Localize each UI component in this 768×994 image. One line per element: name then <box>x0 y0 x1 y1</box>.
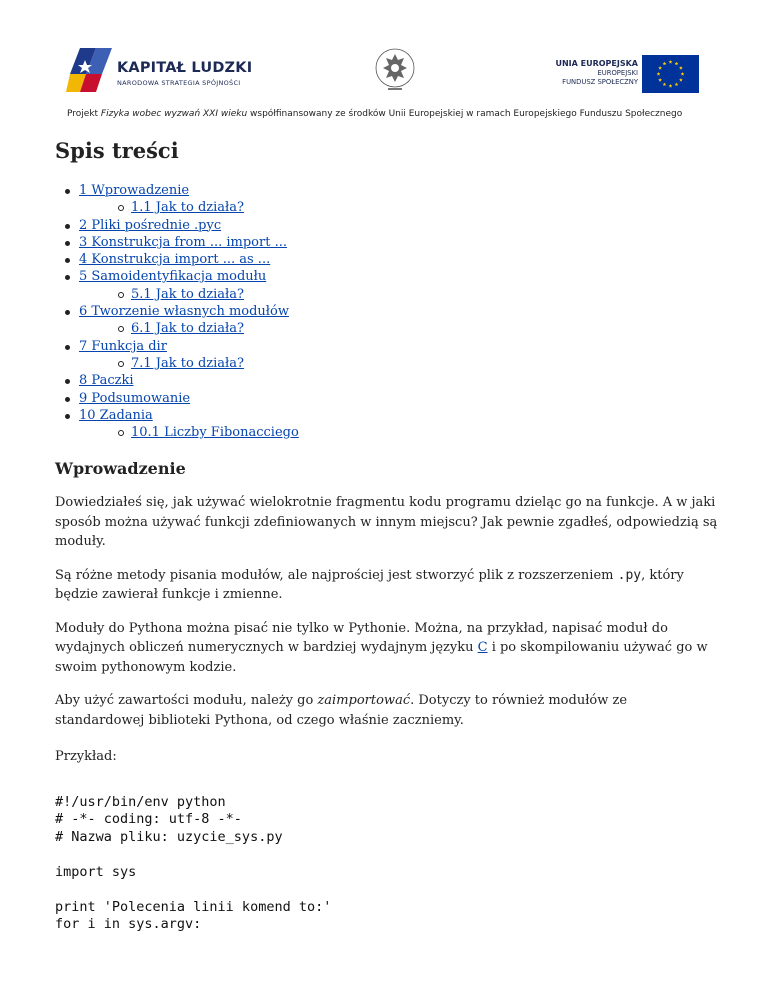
paragraph-other-languages-text-b: i po skompilowaniu używać go w swoim pythonowym kodzie. <box>55 640 708 675</box>
eu-flag-icon <box>642 55 699 93</box>
toc-subitem <box>55 355 720 372</box>
toc-link[interactable]: 6.1 Jak to działa? <box>131 321 244 337</box>
page-title: Spis treści <box>55 138 179 163</box>
example-label: Przykład: <box>55 749 117 765</box>
toc-item <box>55 251 720 268</box>
eu-text-block <box>540 58 638 86</box>
project-prefix: Projekt <box>67 109 101 119</box>
project-statement <box>67 109 682 119</box>
toc-subitem <box>55 424 720 441</box>
project-name: Fizyka wobec wyzwań XXI wieku <box>100 109 248 119</box>
university-seal-icon <box>374 46 416 94</box>
paragraph-methods-text-b: , który będzie zawierał funkcje i zmienne. <box>55 567 684 603</box>
paragraph-intro: Dowiedziałeś się, jak używać wielokrotnie fragmentu kodu programu dzieląc go na funkcje. A w jaki sposób można używać funkcji zdefiniowanych w innym miejscu? Jak pewnie zgadłeś, odpowiedzią są moduły. <box>55 495 718 550</box>
paragraph-import-text-a: Aby użyć zawartości modułu, należy go <box>55 693 318 709</box>
toc-link[interactable]: 10 Zadania <box>79 407 153 423</box>
header-banner <box>0 0 768 130</box>
paragraph-import-emphasis: zaimportować <box>317 693 411 709</box>
toc-item <box>55 407 720 424</box>
toc-subitem <box>55 320 720 337</box>
paragraph-other-languages <box>55 619 720 678</box>
toc-item <box>55 372 720 389</box>
toc-link[interactable]: 3 Konstrukcja from ... import ... <box>79 234 287 250</box>
toc-item <box>55 390 720 407</box>
kapital-ludzki-subtitle: NARODOWA STRATEGIA SPÓJNOŚCI <box>117 79 241 87</box>
toc-link[interactable]: 10.1 Liczby Fibonacciego <box>131 425 299 441</box>
toc-subitem <box>55 199 720 216</box>
paragraph-import <box>55 691 720 730</box>
main-content <box>55 130 720 934</box>
link-c-language[interactable]: C <box>477 640 488 656</box>
toc-link[interactable]: 4 Konstrukcja import ... as ... <box>79 252 271 268</box>
toc-item <box>55 182 720 199</box>
toc-link[interactable]: 1 Wprowadzenie <box>79 183 190 198</box>
toc-link[interactable]: 5.1 Jak to działa? <box>131 286 244 302</box>
toc-item <box>55 303 720 320</box>
toc-item <box>55 217 720 234</box>
table-of-contents <box>55 182 720 441</box>
inline-code-py: .py <box>617 567 642 583</box>
eu-union-label: UNIA EUROPEJSKA <box>555 59 638 68</box>
toc-item <box>55 268 720 285</box>
toc-link[interactable]: 9 Podsumowanie <box>79 390 191 406</box>
toc-link[interactable]: 6 Tworzenie własnych modułów <box>79 304 289 320</box>
paragraph-methods <box>55 566 720 605</box>
toc-link[interactable]: 7.1 Jak to działa? <box>131 355 244 371</box>
eu-fund-label-1: EUROPEJSKI <box>597 69 638 77</box>
toc-link[interactable]: 5 Samoidentyfikacja modułu <box>79 269 267 285</box>
kapital-ludzki-title: KAPITAŁ LUDZKI <box>117 60 253 76</box>
toc-item <box>55 234 720 251</box>
toc-item <box>55 338 720 355</box>
toc-link[interactable]: 8 Paczki <box>79 373 134 389</box>
toc-subitem <box>55 286 720 303</box>
section-heading: Wprowadzenie <box>55 459 186 479</box>
toc-link[interactable]: 1.1 Jak to działa? <box>131 200 244 216</box>
project-suffix: współfinansowany ze środków Unii Europejskiej w ramach Europejskiego Funduszu Społecznego <box>247 109 683 119</box>
paragraph-import-text-b: . Dotyczy to również modułów ze standardowej biblioteki Pythona, od czego właśnie zaczniemy. <box>55 693 628 728</box>
paragraph-methods-text-a: Są różne metody pisania modułów, ale najprościej jest stworzyć plik z rozszerzeniem <box>55 567 618 583</box>
eu-fund-label-2: FUNDUSZ SPOŁECZNY <box>562 77 638 86</box>
toc-link[interactable]: 2 Pliki pośrednie .pyc <box>79 217 222 233</box>
toc-link[interactable]: 7 Funkcja dir <box>79 338 167 354</box>
kapital-ludzki-logo-icon <box>66 44 114 96</box>
paragraph-other-languages-text-a: Moduły do Pythona można pisać nie tylko w Pythonie. Można, na przykład, napisać moduł do wydajnych obliczeń numerycznych w bardziej wydajnym języku <box>55 620 668 656</box>
code-listing: #!/usr/bin/env python # -*- coding: utf-8 -*- # Nazwa pliku: uzycie_sys.py import sys print 'Polecenia linii komend to:' for i in sys.argv: <box>55 793 332 933</box>
